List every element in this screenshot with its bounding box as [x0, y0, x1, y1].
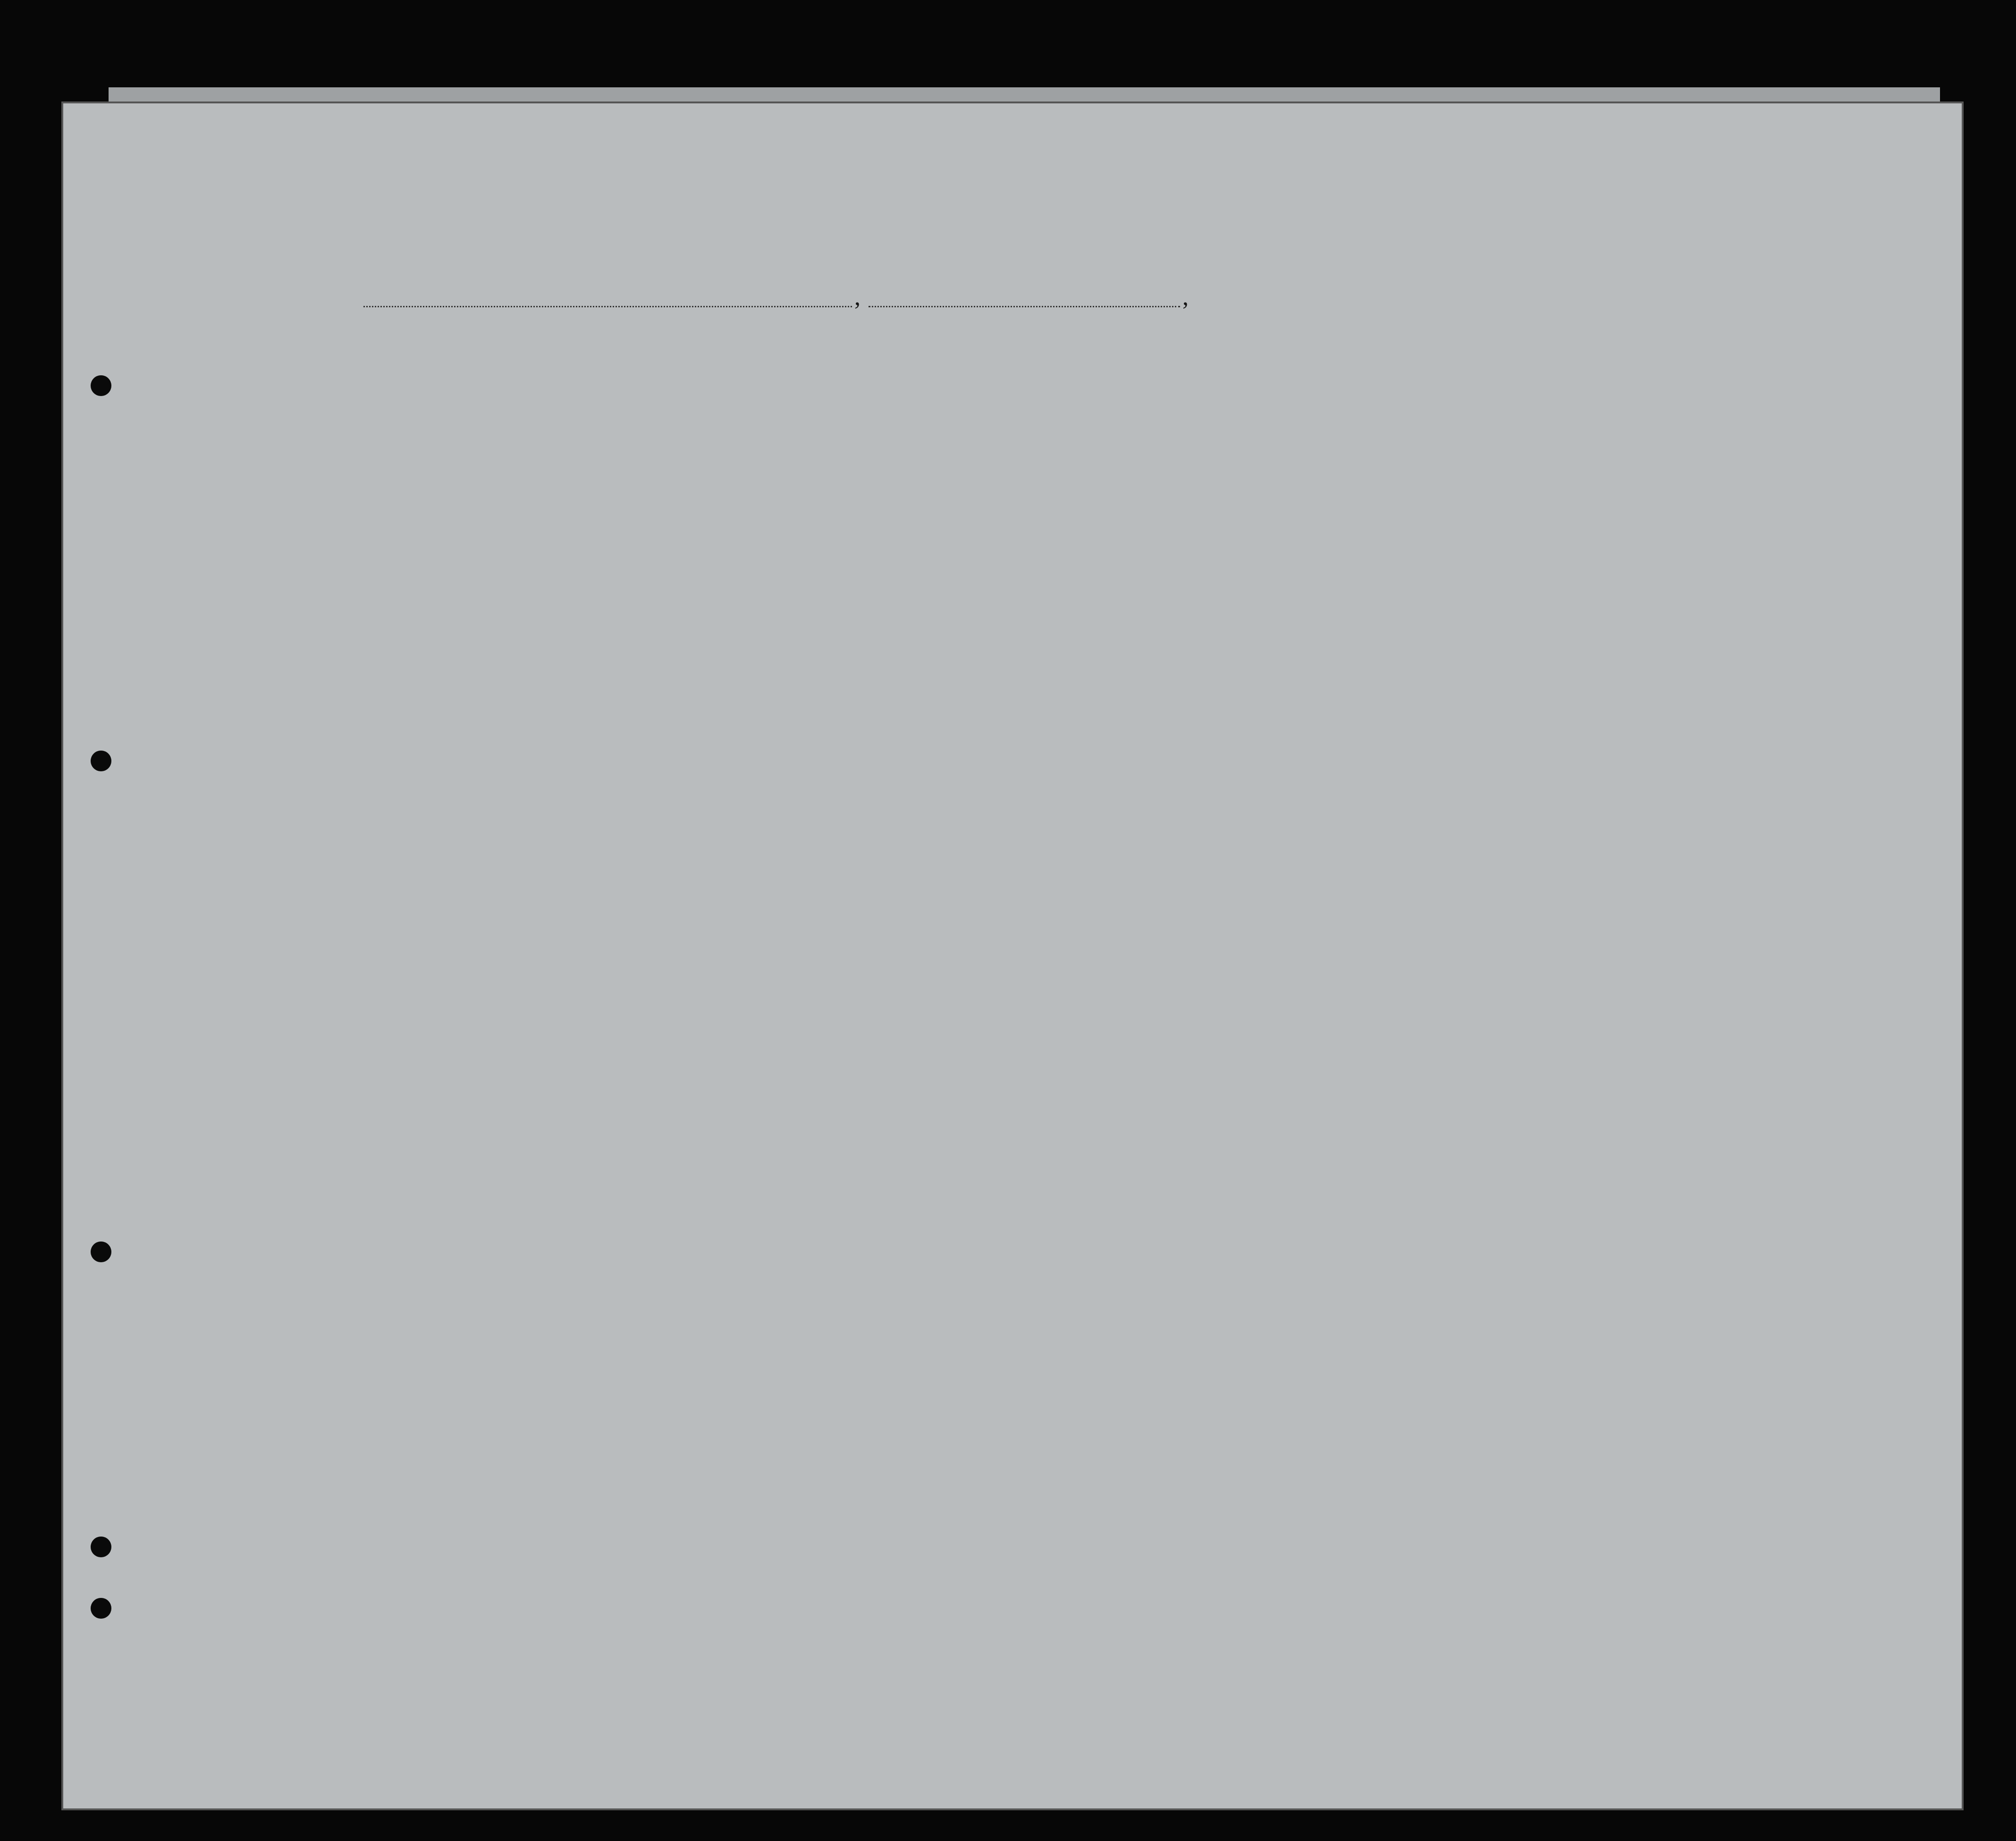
- manifest-table: [124, 325, 1940, 1647]
- comma-mark: ,: [1182, 284, 1189, 311]
- port-dotted-line: [363, 306, 852, 307]
- binder-hole: [91, 375, 111, 396]
- date-dotted-line: [869, 306, 1180, 307]
- binder-hole: [91, 751, 111, 771]
- owners-info: [1449, 1703, 1515, 1716]
- comma-mark: ,: [854, 284, 860, 311]
- binder-hole: [91, 1241, 111, 1262]
- line-info: [1449, 1680, 1515, 1692]
- binder-hole: [91, 1598, 111, 1619]
- agents-info: [1449, 1727, 1544, 1740]
- binder-hole: [91, 1537, 111, 1557]
